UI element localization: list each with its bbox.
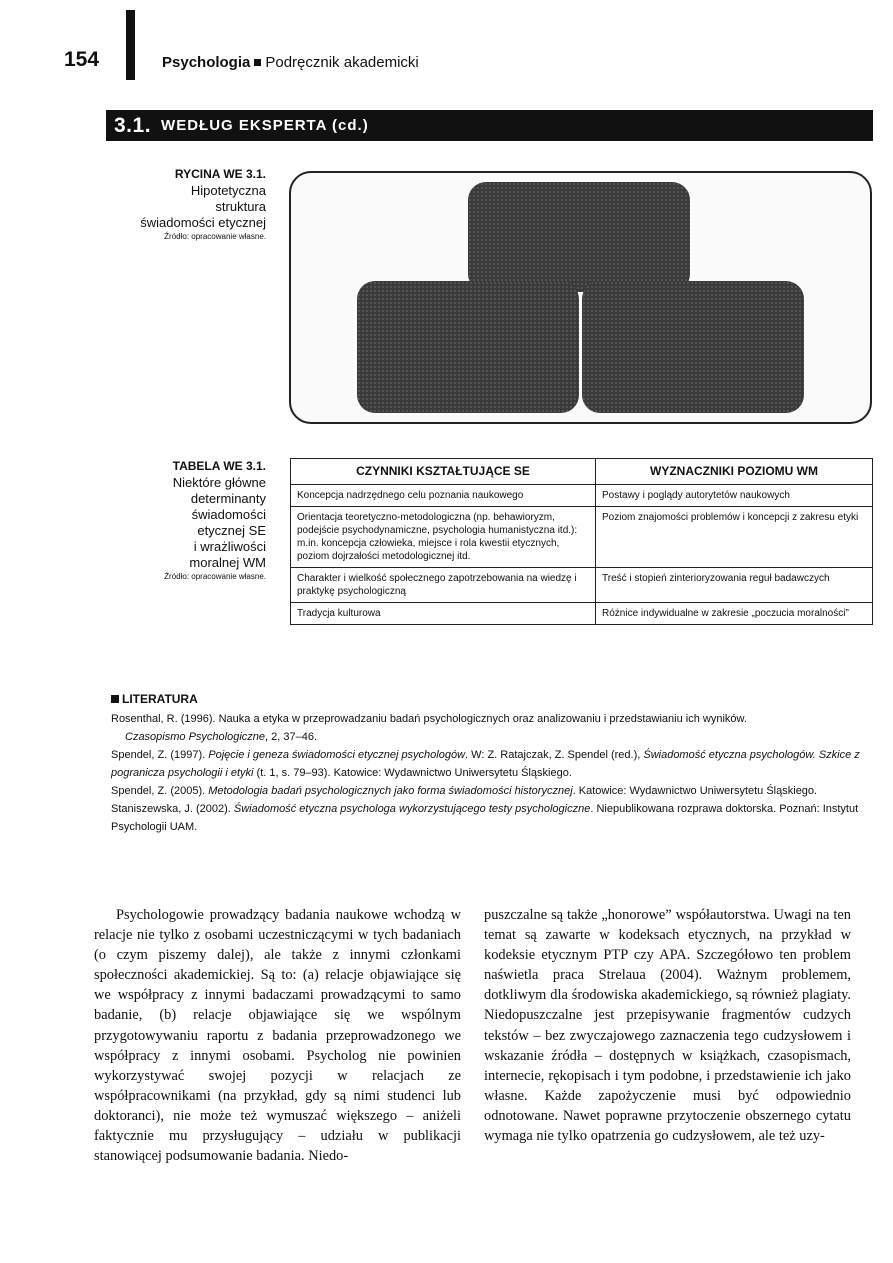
table-cell: Postawy i poglądy autorytetów naukowych xyxy=(596,485,873,507)
reference-details: . Niepublikowana rozprawa doktorska. Poznań: Instytut Psychologii UAM. xyxy=(111,803,859,833)
column-header-indicators: WYZNACZNIKI POZIOMU WM xyxy=(596,459,873,485)
reference-item xyxy=(111,710,871,746)
reference-details: (t. 1, s. 79–93). Katowice: Wydawnictwo Uniwersytetu Śląskiego. xyxy=(253,767,572,779)
body-column-left xyxy=(94,905,461,1166)
table-row xyxy=(291,507,873,568)
table-title-line: etycznej SE xyxy=(197,523,266,538)
table-title xyxy=(96,475,266,571)
table-cell: Orientacja teoretyczno-metodologiczna (np. behawioryzm, podejście psychodynamiczne, psychologia humanistyczna itd.): m.in. koncepcja człowieka, miejsce i rola kwestii etycznych, poziom dojrzałości metodologicznej itd. xyxy=(291,507,596,568)
structure-block-bottom-right xyxy=(582,281,804,413)
table-row xyxy=(291,603,873,625)
square-bullet-icon xyxy=(111,695,119,703)
running-head-book: Psychologia xyxy=(162,54,251,71)
square-bullet-icon xyxy=(254,59,261,66)
table-title-line: Niektóre główne xyxy=(172,475,266,490)
reference-authors: Spendel, Z. (1997). xyxy=(111,749,209,761)
determinants-table xyxy=(290,458,873,625)
running-head-subtitle: Podręcznik akademicki xyxy=(265,54,419,71)
figure-caption xyxy=(96,167,266,241)
body-paragraph: puszczalne są także „honorowe” współautorstwa. Uwagi na ten temat są zawarte w kodeksach etycznych, na przykład w kodeksie etycznym PTP czy APA. Szczegółowo ten problem naświetla praca Strelaua (2004). Ważnym problemem, dotkliwym dla środowiska akademickiego, są również plagiaty. Niedopuszczalne jest przepisywanie fragmentów cudzych tekstów – bez zwyczajowego zaznaczenia tego cudzysłowem i wskazanie źródła – dostępnych w książkach, czasopismach, internecie, rękopisach i tym podobne, i przedstawienie ich jako własne. Każde zapożyczenie musi być odpowiednio odnotowane. Nawet poprawne przytoczenie obszernego cytatu wymaga nie tylko opatrzenia go cudzysłowem, ale też uzy- xyxy=(484,907,851,1145)
page-number: 154 xyxy=(64,48,100,71)
reference-journal: Czasopismo Psychologiczne xyxy=(125,731,266,743)
table-label: TABELA WE 3.1. xyxy=(172,459,266,473)
figure-title-line: Hipotetyczna xyxy=(190,183,266,198)
figure-title xyxy=(96,183,266,231)
table-title-line: i wrażliwości xyxy=(193,539,266,554)
table-cell: Koncepcja nadrzędnego celu poznania naukowego xyxy=(291,485,596,507)
table-caption xyxy=(96,459,266,581)
table-cell: Poziom znajomości problemów i koncepcji z zakresu etyki xyxy=(596,507,873,568)
figure-title-line: świadomości etycznej xyxy=(140,215,266,230)
table-cell: Tradycja kulturowa xyxy=(291,603,596,625)
table-cell: Treść i stopień zinterioryzowania reguł badawczych xyxy=(596,568,873,603)
reference-editors: . W: Z. Ratajczak, Z. Spendel (red.), xyxy=(465,749,644,761)
table-row xyxy=(291,568,873,603)
literature-heading-text: LITERATURA xyxy=(122,692,198,706)
table-cell: Różnice indywidualne w zakresie „poczucia moralności” xyxy=(596,603,873,625)
structure-block-top xyxy=(468,182,690,292)
reference-item xyxy=(111,800,871,836)
body-paragraph: Psychologowie prowadzący badania naukowe wchodzą w relacje nie tylko z osobami uczestniczącymi w tych badaniach (o czym piszemy dalej), ale także z innymi członkami społeczności akademickiej. Są to: (a) relacje objawiające się we współpracy z innymi badaczami prowadzącymi to samo badanie, (b) relacje objawiające się we wspólnym przygotowywaniu raportu z badania przeprowadzonego we współpracy z innymi osobami. Psycholog nie powinien wykorzystywać swojej pozycji w relacjach ze współpracownikami (na przykład, gdy są nimi studenci lub doktoranci), nie może też wymuszać większego – aniżeli faktycznie mu przysługujący – udziału w publikacji stanowiącej podsumowanie badania. Niedo- xyxy=(94,907,461,1165)
column-header-factors: CZYNNIKI KSZTAŁTUJĄCE SE xyxy=(291,459,596,485)
literature-heading xyxy=(111,692,198,706)
table-header-row xyxy=(291,459,873,485)
figure-diagram xyxy=(289,171,872,424)
body-column-right xyxy=(484,905,851,1146)
figure-label: RYCINA WE 3.1. xyxy=(174,167,266,181)
figure-title-line: struktura xyxy=(215,199,266,214)
reference-book-title: Świadomość etyczna psychologów. Szkice z pogranicza psychologii i etyki xyxy=(111,749,860,779)
reference-book-title: Metodologia badań psychologicznych jako forma świadomości historycznej xyxy=(208,785,573,797)
section-title: WEDŁUG EKSPERTA (cd.) xyxy=(161,117,369,134)
table-title-line: moralnej WM xyxy=(189,555,266,570)
reference-thesis-title: Świadomość etyczna psychologa wykorzystującego testy psychologiczne xyxy=(233,803,591,815)
structure-block-bottom-left xyxy=(357,281,579,413)
reference-authors: Staniszewska, J. (2002). xyxy=(111,803,234,815)
reference-item xyxy=(111,746,871,782)
section-banner xyxy=(106,110,873,141)
reference-chapter-title: Pojęcie i geneza świadomości etycznej psychologów xyxy=(208,749,466,761)
table-title-line: świadomości xyxy=(191,507,266,522)
table-title-line: determinanty xyxy=(190,491,266,506)
table-source: Źródło: opracowanie własne. xyxy=(164,572,266,581)
section-number: 3.1. xyxy=(114,113,152,137)
table-cell: Charakter i wielkość społecznego zapotrzebowania na wiedzę i praktykę psychologiczną xyxy=(291,568,596,603)
reference-item xyxy=(111,782,871,800)
table-row xyxy=(291,485,873,507)
reference-details: , 2, 37–46. xyxy=(265,731,318,743)
header-divider-bar xyxy=(126,10,135,80)
reference-details: . Katowice: Wydawnictwo Uniwersytetu Śląskiego. xyxy=(572,785,818,797)
reference-authors-title: Rosenthal, R. (1996). Nauka a etyka w przeprowadzaniu badań psychologicznych oraz analizowaniu i przedstawianiu ich wyników. xyxy=(111,713,747,725)
figure-source: Źródło: opracowanie własne. xyxy=(164,232,266,241)
reference-authors: Spendel, Z. (2005). xyxy=(111,785,209,797)
running-head xyxy=(162,54,419,71)
